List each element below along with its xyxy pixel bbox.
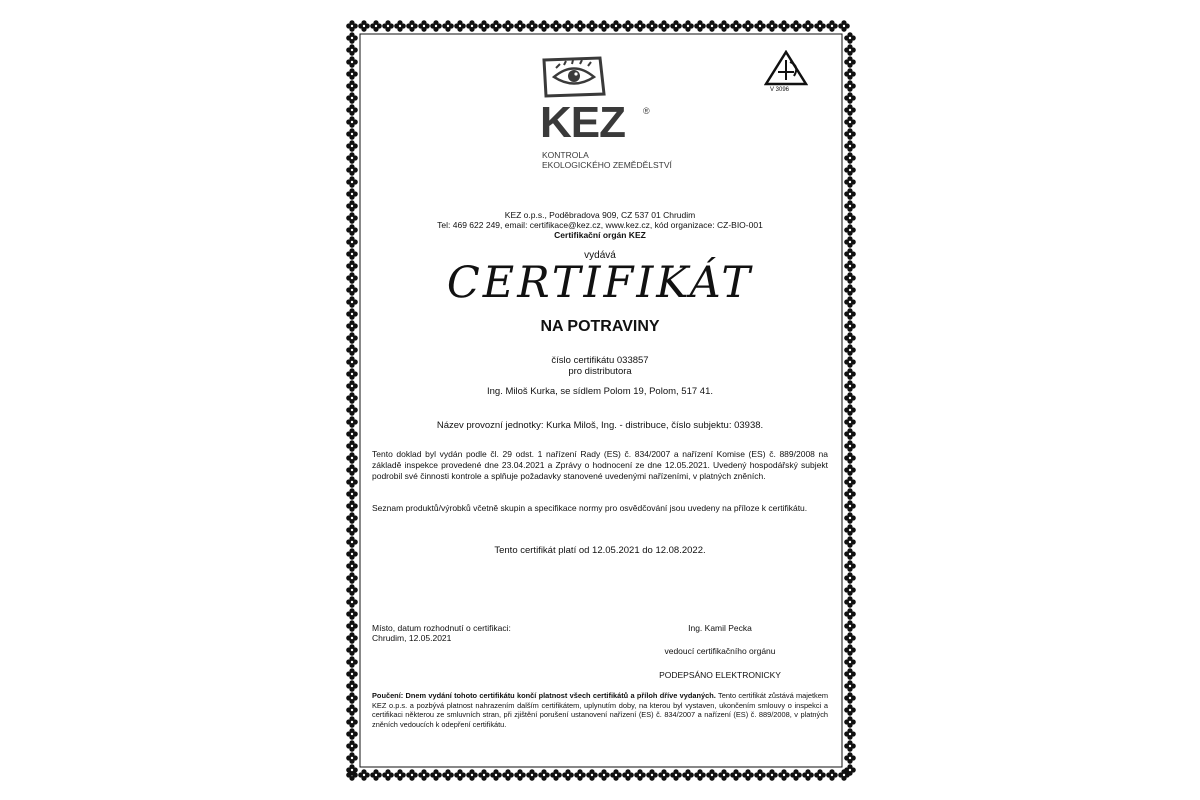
border-flower	[346, 248, 358, 260]
border-flower	[826, 20, 838, 32]
border-flower	[778, 769, 790, 781]
border-flower	[844, 80, 856, 92]
border-flower	[346, 332, 358, 344]
border-flower	[346, 716, 358, 728]
logo-line-2: EKOLOGICKÉHO ZEMĚDĚLSTVÍ	[542, 160, 672, 170]
border-flower	[844, 416, 856, 428]
border-flower	[346, 428, 358, 440]
border-flower	[622, 769, 634, 781]
border-flower	[346, 644, 358, 656]
border-flower	[844, 524, 856, 536]
border-flower	[844, 128, 856, 140]
border-flower	[670, 20, 682, 32]
border-flower	[730, 769, 742, 781]
border-flower	[844, 380, 856, 392]
border-flower	[346, 80, 358, 92]
border-flower	[346, 656, 358, 668]
border-flower	[346, 620, 358, 632]
issues-label: vydává	[584, 250, 616, 261]
border-flower	[430, 769, 442, 781]
registered-mark: ®	[643, 106, 650, 116]
certificate-number: číslo certifikátu 033857	[551, 355, 649, 366]
border-flower	[586, 769, 598, 781]
border-flower	[526, 769, 538, 781]
address-line-1: KEZ o.p.s., Poděbradova 909, CZ 537 01 Chrudim	[504, 210, 696, 220]
border-flower	[430, 20, 442, 32]
border-flower	[844, 188, 856, 200]
border-flower	[844, 512, 856, 524]
notice-paragraph	[372, 691, 828, 729]
border-flower	[346, 176, 358, 188]
border-flower	[346, 740, 358, 752]
border-flower	[844, 500, 856, 512]
border-flower	[790, 769, 802, 781]
border-flower	[844, 200, 856, 212]
border-flower	[844, 572, 856, 584]
border-flower	[442, 769, 454, 781]
border-flower	[346, 140, 358, 152]
border-flower	[610, 769, 622, 781]
border-flower	[802, 20, 814, 32]
border-flower	[844, 392, 856, 404]
border-flower	[844, 212, 856, 224]
border-flower	[346, 116, 358, 128]
border-flower	[844, 488, 856, 500]
border-flower	[670, 769, 682, 781]
border-flower	[346, 356, 358, 368]
border-flower	[550, 20, 562, 32]
border-flower	[346, 560, 358, 572]
operating-unit: Název provozní jednotky: Kurka Miloš, Ing. - distribuce, číslo subjektu: 03938.	[436, 420, 764, 431]
border-flower	[346, 392, 358, 404]
border-flower	[586, 20, 598, 32]
border-flower	[844, 152, 856, 164]
border-flower	[844, 344, 856, 356]
border-flower	[346, 92, 358, 104]
border-flower	[844, 728, 856, 740]
border-flower	[766, 20, 778, 32]
border-flower	[844, 656, 856, 668]
border-flower	[844, 620, 856, 632]
border-flower	[406, 20, 418, 32]
border-flower	[442, 20, 454, 32]
border-flower	[844, 164, 856, 176]
border-flower	[754, 769, 766, 781]
border-flower	[550, 769, 562, 781]
border-flower	[844, 548, 856, 560]
border-flower	[682, 20, 694, 32]
logo-wordmark: KEZ	[540, 98, 625, 147]
border-flower	[658, 769, 670, 781]
border-flower	[844, 308, 856, 320]
border-flower	[646, 769, 658, 781]
border-flower	[346, 212, 358, 224]
certificate-holder: Ing. Miloš Kurka, se sídlem Polom 19, Polom, 517 41.	[487, 386, 713, 397]
border-flower	[370, 769, 382, 781]
border-flower	[346, 536, 358, 548]
border-flower	[382, 769, 394, 781]
border-flower	[742, 20, 754, 32]
border-flower	[694, 20, 706, 32]
border-flower	[844, 644, 856, 656]
border-flower	[346, 164, 358, 176]
border-flower	[346, 704, 358, 716]
border-flower	[346, 548, 358, 560]
notice-label: Poučení:	[372, 691, 404, 700]
eye-logo-icon	[540, 56, 608, 98]
border-flower	[844, 740, 856, 752]
border-flower	[844, 44, 856, 56]
border-flower	[538, 769, 550, 781]
border-flower	[418, 20, 430, 32]
border-flower	[454, 769, 466, 781]
border-flower	[790, 20, 802, 32]
border-flower	[538, 20, 550, 32]
certificate-title: CERTIFIKÁT	[446, 258, 754, 308]
border-flower	[418, 769, 430, 781]
border-flower	[844, 668, 856, 680]
border-flower	[346, 308, 358, 320]
border-flower	[634, 20, 646, 32]
border-flower	[358, 20, 370, 32]
border-flower	[346, 380, 358, 392]
border-flower	[844, 692, 856, 704]
border-flower	[346, 20, 358, 32]
border-flower	[394, 769, 406, 781]
border-flower	[478, 769, 490, 781]
border-flower	[844, 104, 856, 116]
border-flower	[844, 440, 856, 452]
border-flower	[562, 20, 574, 32]
border-flower	[346, 464, 358, 476]
border-flower	[754, 20, 766, 32]
border-flower	[574, 769, 586, 781]
border-flower	[814, 769, 826, 781]
border-flower	[844, 464, 856, 476]
border-flower	[346, 320, 358, 332]
border-flower	[844, 296, 856, 308]
notice-text: Tento certifikát zůstává majetkem KEZ o.p.s. a pozbývá platnost nahrazením dalším certifikátem, uplynutím doby, na kterou byl vystaven, ukončením smlouvy o inspekci a certifikaci některou ze smluvních stran, při zjištění porušení ustanovení nařízení (ES) č. 834/2007 a nařízení (ES) č. 889/2008, v platných zněních vedoucích k odepření certifikátu.	[372, 691, 829, 729]
border-flower	[844, 716, 856, 728]
border-flower	[346, 440, 358, 452]
border-flower	[844, 536, 856, 548]
border-flower	[346, 56, 358, 68]
border-flower	[844, 140, 856, 152]
border-flower	[502, 20, 514, 32]
border-flower	[346, 68, 358, 80]
border-flower	[346, 584, 358, 596]
border-flower	[646, 20, 658, 32]
border-flower	[466, 769, 478, 781]
border-flower	[814, 20, 826, 32]
border-flower	[694, 769, 706, 781]
border-flower	[394, 20, 406, 32]
logo-line-1: KONTROLA	[542, 150, 589, 160]
border-flower	[346, 152, 358, 164]
border-flower	[346, 500, 358, 512]
border-flower	[844, 272, 856, 284]
border-flower	[346, 128, 358, 140]
border-flower	[346, 752, 358, 764]
border-flower	[514, 769, 526, 781]
border-flower	[346, 404, 358, 416]
border-flower	[838, 20, 850, 32]
border-flower	[826, 769, 838, 781]
decision-label: Místo, datum rozhodnutí o certifikaci:	[372, 623, 511, 633]
border-flower	[358, 769, 370, 781]
border-flower	[844, 332, 856, 344]
border-flower	[466, 20, 478, 32]
border-flower	[490, 20, 502, 32]
border-flower	[844, 356, 856, 368]
border-flower	[844, 680, 856, 692]
border-flower	[346, 476, 358, 488]
border-flower	[346, 512, 358, 524]
border-flower	[502, 769, 514, 781]
border-flower	[346, 452, 358, 464]
border-flower	[718, 769, 730, 781]
signed-electronically: PODEPSÁNO ELEKTRONICKY	[659, 670, 781, 680]
border-flower	[778, 20, 790, 32]
border-flower	[742, 769, 754, 781]
border-flower	[844, 404, 856, 416]
border-flower	[610, 20, 622, 32]
border-flower	[370, 20, 382, 32]
decision-value: Chrudim, 12.05.2021	[372, 633, 452, 643]
border-flower	[844, 428, 856, 440]
border-flower	[478, 20, 490, 32]
border-flower	[844, 224, 856, 236]
border-flower	[346, 44, 358, 56]
border-flower	[844, 452, 856, 464]
border-flower	[844, 704, 856, 716]
products-paragraph: Seznam produktů/výrobků včetně skupin a specifikace normy pro osvědčování jsou uvedeny na příloze k certifikátu.	[372, 503, 808, 513]
border-flower	[598, 769, 610, 781]
accreditation-code: V 3096	[770, 87, 790, 93]
border-flower	[346, 236, 358, 248]
border-flower	[346, 272, 358, 284]
border-flower	[346, 344, 358, 356]
border-flower	[346, 728, 358, 740]
border-flower	[844, 560, 856, 572]
border-flower	[574, 20, 586, 32]
border-flower	[346, 668, 358, 680]
signatory-name: Ing. Kamil Pecka	[688, 623, 752, 633]
legal-paragraph: Tento doklad byl vydán podle čl. 29 odst. 1 nařízení Rady (ES) č. 834/2007 a nařízení Komise (ES) č. 889/2008 na základě inspekce provedené dne 23.04.2021 a Zprávy o hodnocení ze dne 12.05.2021. Uvedený hospodářský subjekt podrobil své činnosti kontrole a splňuje požadavky stanovené uvedenými nařízeními, v platných zněních.	[372, 449, 828, 481]
border-flower	[766, 769, 778, 781]
border-flower	[514, 20, 526, 32]
border-flower	[844, 92, 856, 104]
border-flower	[844, 236, 856, 248]
border-flower	[844, 68, 856, 80]
border-flower	[346, 608, 358, 620]
border-flower	[346, 632, 358, 644]
border-flower	[844, 320, 856, 332]
border-flower	[658, 20, 670, 32]
border-flower	[844, 584, 856, 596]
border-flower	[346, 224, 358, 236]
border-flower	[346, 680, 358, 692]
notice-bold-text: Dnem vydání tohoto certifikátu končí platnost všech certifikátů a příloh dříve vydaných.	[405, 691, 716, 700]
border-flower	[346, 260, 358, 272]
border-flower	[844, 32, 856, 44]
border-flower	[844, 608, 856, 620]
border-flower	[844, 260, 856, 272]
border-flower	[346, 32, 358, 44]
border-flower	[844, 368, 856, 380]
border-flower	[454, 20, 466, 32]
border-flower	[706, 20, 718, 32]
border-flower	[634, 769, 646, 781]
border-flower	[730, 20, 742, 32]
signatory-role: vedoucí certifikačního orgánu	[664, 646, 776, 656]
certificate-role: pro distributora	[568, 366, 632, 377]
border-flower	[382, 20, 394, 32]
border-flower	[844, 248, 856, 260]
border-flower	[346, 416, 358, 428]
border-flower	[844, 284, 856, 296]
border-flower	[682, 769, 694, 781]
border-flower	[844, 752, 856, 764]
border-flower	[406, 769, 418, 781]
border-flower	[598, 20, 610, 32]
border-flower	[346, 572, 358, 584]
border-flower	[844, 596, 856, 608]
border-flower	[346, 488, 358, 500]
border-flower	[844, 632, 856, 644]
border-flower	[526, 20, 538, 32]
border-flower	[844, 476, 856, 488]
border-flower	[706, 769, 718, 781]
border-flower	[346, 296, 358, 308]
certification-body: Certifikační orgán KEZ	[554, 230, 646, 240]
border-flower	[562, 769, 574, 781]
border-flower	[346, 368, 358, 380]
border-flower	[346, 596, 358, 608]
border-flower	[346, 524, 358, 536]
border-flower	[844, 116, 856, 128]
border-flower	[718, 20, 730, 32]
border-flower	[622, 20, 634, 32]
border-flower	[844, 56, 856, 68]
border-flower	[346, 188, 358, 200]
border-flower	[490, 769, 502, 781]
border-flower	[346, 692, 358, 704]
validity-statement: Tento certifikát platí od 12.05.2021 do 12.08.2022.	[494, 545, 706, 556]
border-flower	[844, 176, 856, 188]
certificate-subtitle: NA POTRAVINY	[540, 318, 660, 335]
address-line-2: Tel: 469 622 249, email: certifikace@kez.cz, www.kez.cz, kód organizace: CZ-BIO-001	[437, 220, 763, 230]
border-flower	[346, 200, 358, 212]
border-flower	[346, 104, 358, 116]
border-flower	[802, 769, 814, 781]
border-flower	[346, 284, 358, 296]
triangle-accreditation-icon	[764, 50, 808, 86]
